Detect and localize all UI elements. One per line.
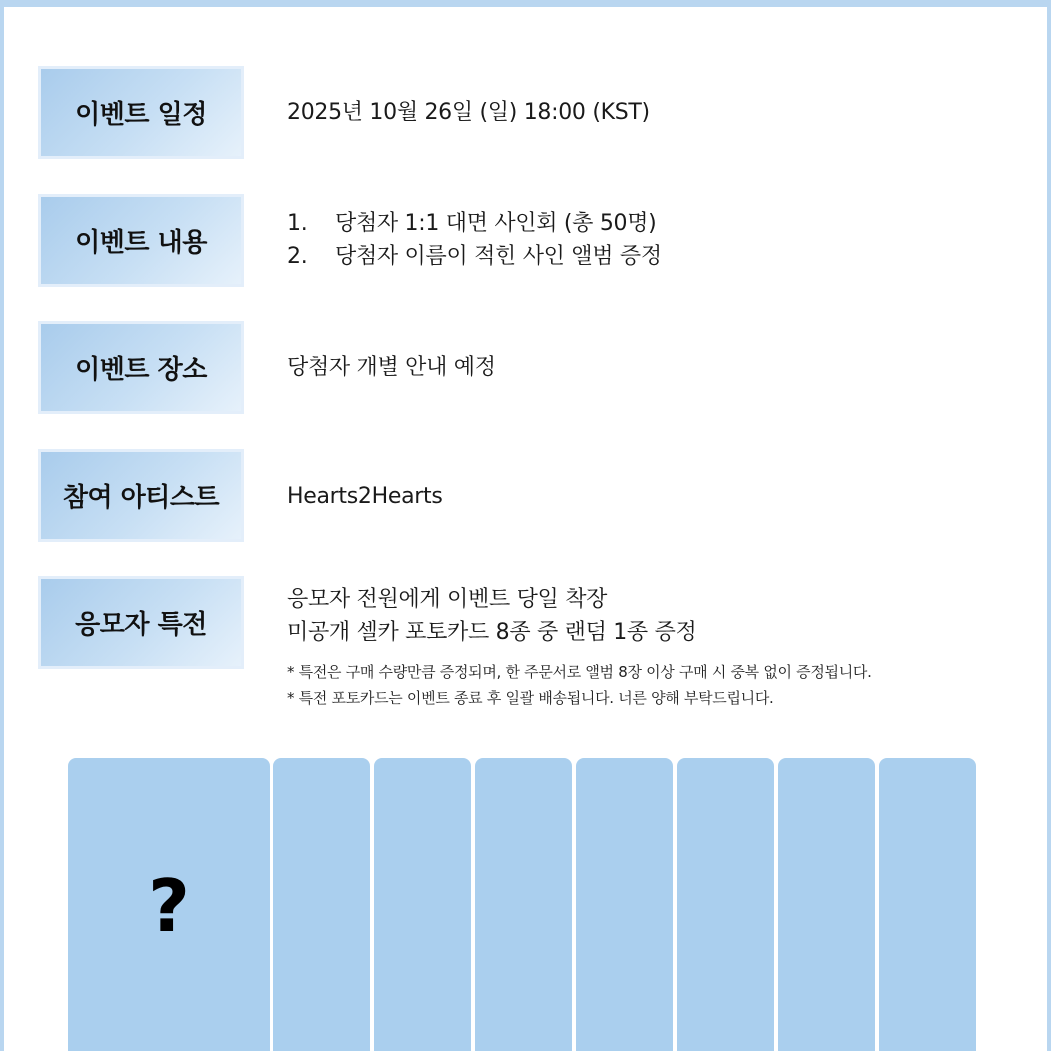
list-item [287,207,662,240]
event-venue-row [38,321,1028,414]
benefit-line: 응모자 전원에게 이벤트 당일 착장 [287,587,608,612]
benefit-note: * 특전 포토카드는 이벤트 종료 후 일괄 배송됩니다. 너른 양해 부탁드립니다. [287,689,774,707]
applicant-benefit-label: 응모자 특전 [75,610,207,640]
artist-value [287,480,442,513]
event-venue-value [287,351,496,384]
event-schedule-label-box [38,66,244,159]
event-venue-label: 이벤트 장소 [75,355,207,385]
photocard-placeholder [576,758,673,1051]
event-contents-label-box [38,194,244,287]
list-item-text: 당첨자 이름이 적힌 사인 앨범 증정 [335,244,662,269]
event-schedule-text: 2025년 10월 26일 (일) 18:00 (KST) [287,100,650,125]
event-schedule-label: 이벤트 일정 [75,100,207,130]
question-mark-icon: ? [148,864,190,948]
event-schedule-value [287,96,650,129]
applicant-benefit-row [38,576,1028,716]
list-item-text: 당첨자 1:1 대면 사인회 (총 50명) [335,211,657,236]
photocard-placeholder [677,758,774,1051]
artist-label-box [38,449,244,542]
event-contents-label: 이벤트 내용 [75,228,207,258]
photocard-placeholder [475,758,572,1051]
applicant-benefit-value [287,583,872,711]
benefit-note: * 특전은 구매 수량만큼 증정되며, 한 주문서로 앨범 8장 이상 구매 시 중복 없이 증정됩니다. [287,663,872,681]
list-item-number: 2. [287,244,308,269]
photocard-preview-strip [68,758,976,1051]
event-contents-row [38,194,1028,287]
right-border [1047,0,1051,1051]
top-border [0,0,1051,7]
event-venue-label-box [38,321,244,414]
photocard-placeholder [879,758,976,1051]
benefit-line: 미공개 셀카 포토카드 8종 중 랜덤 1종 증정 [287,620,697,645]
applicant-benefit-label-box [38,576,244,669]
artist-row [38,449,1028,542]
photocard-placeholder [273,758,370,1051]
artist-name: Hearts2Hearts [287,484,443,509]
photocard-placeholder [778,758,875,1051]
event-venue-text: 당첨자 개별 안내 예정 [287,355,496,380]
photocard-placeholder [374,758,471,1051]
artist-label: 참여 아티스트 [62,483,220,513]
left-border [0,0,4,1051]
list-item [287,240,662,273]
event-schedule-row [38,66,1028,159]
photocard-mystery [68,758,270,1051]
list-item-number: 1. [287,211,308,236]
event-contents-list [287,207,662,273]
